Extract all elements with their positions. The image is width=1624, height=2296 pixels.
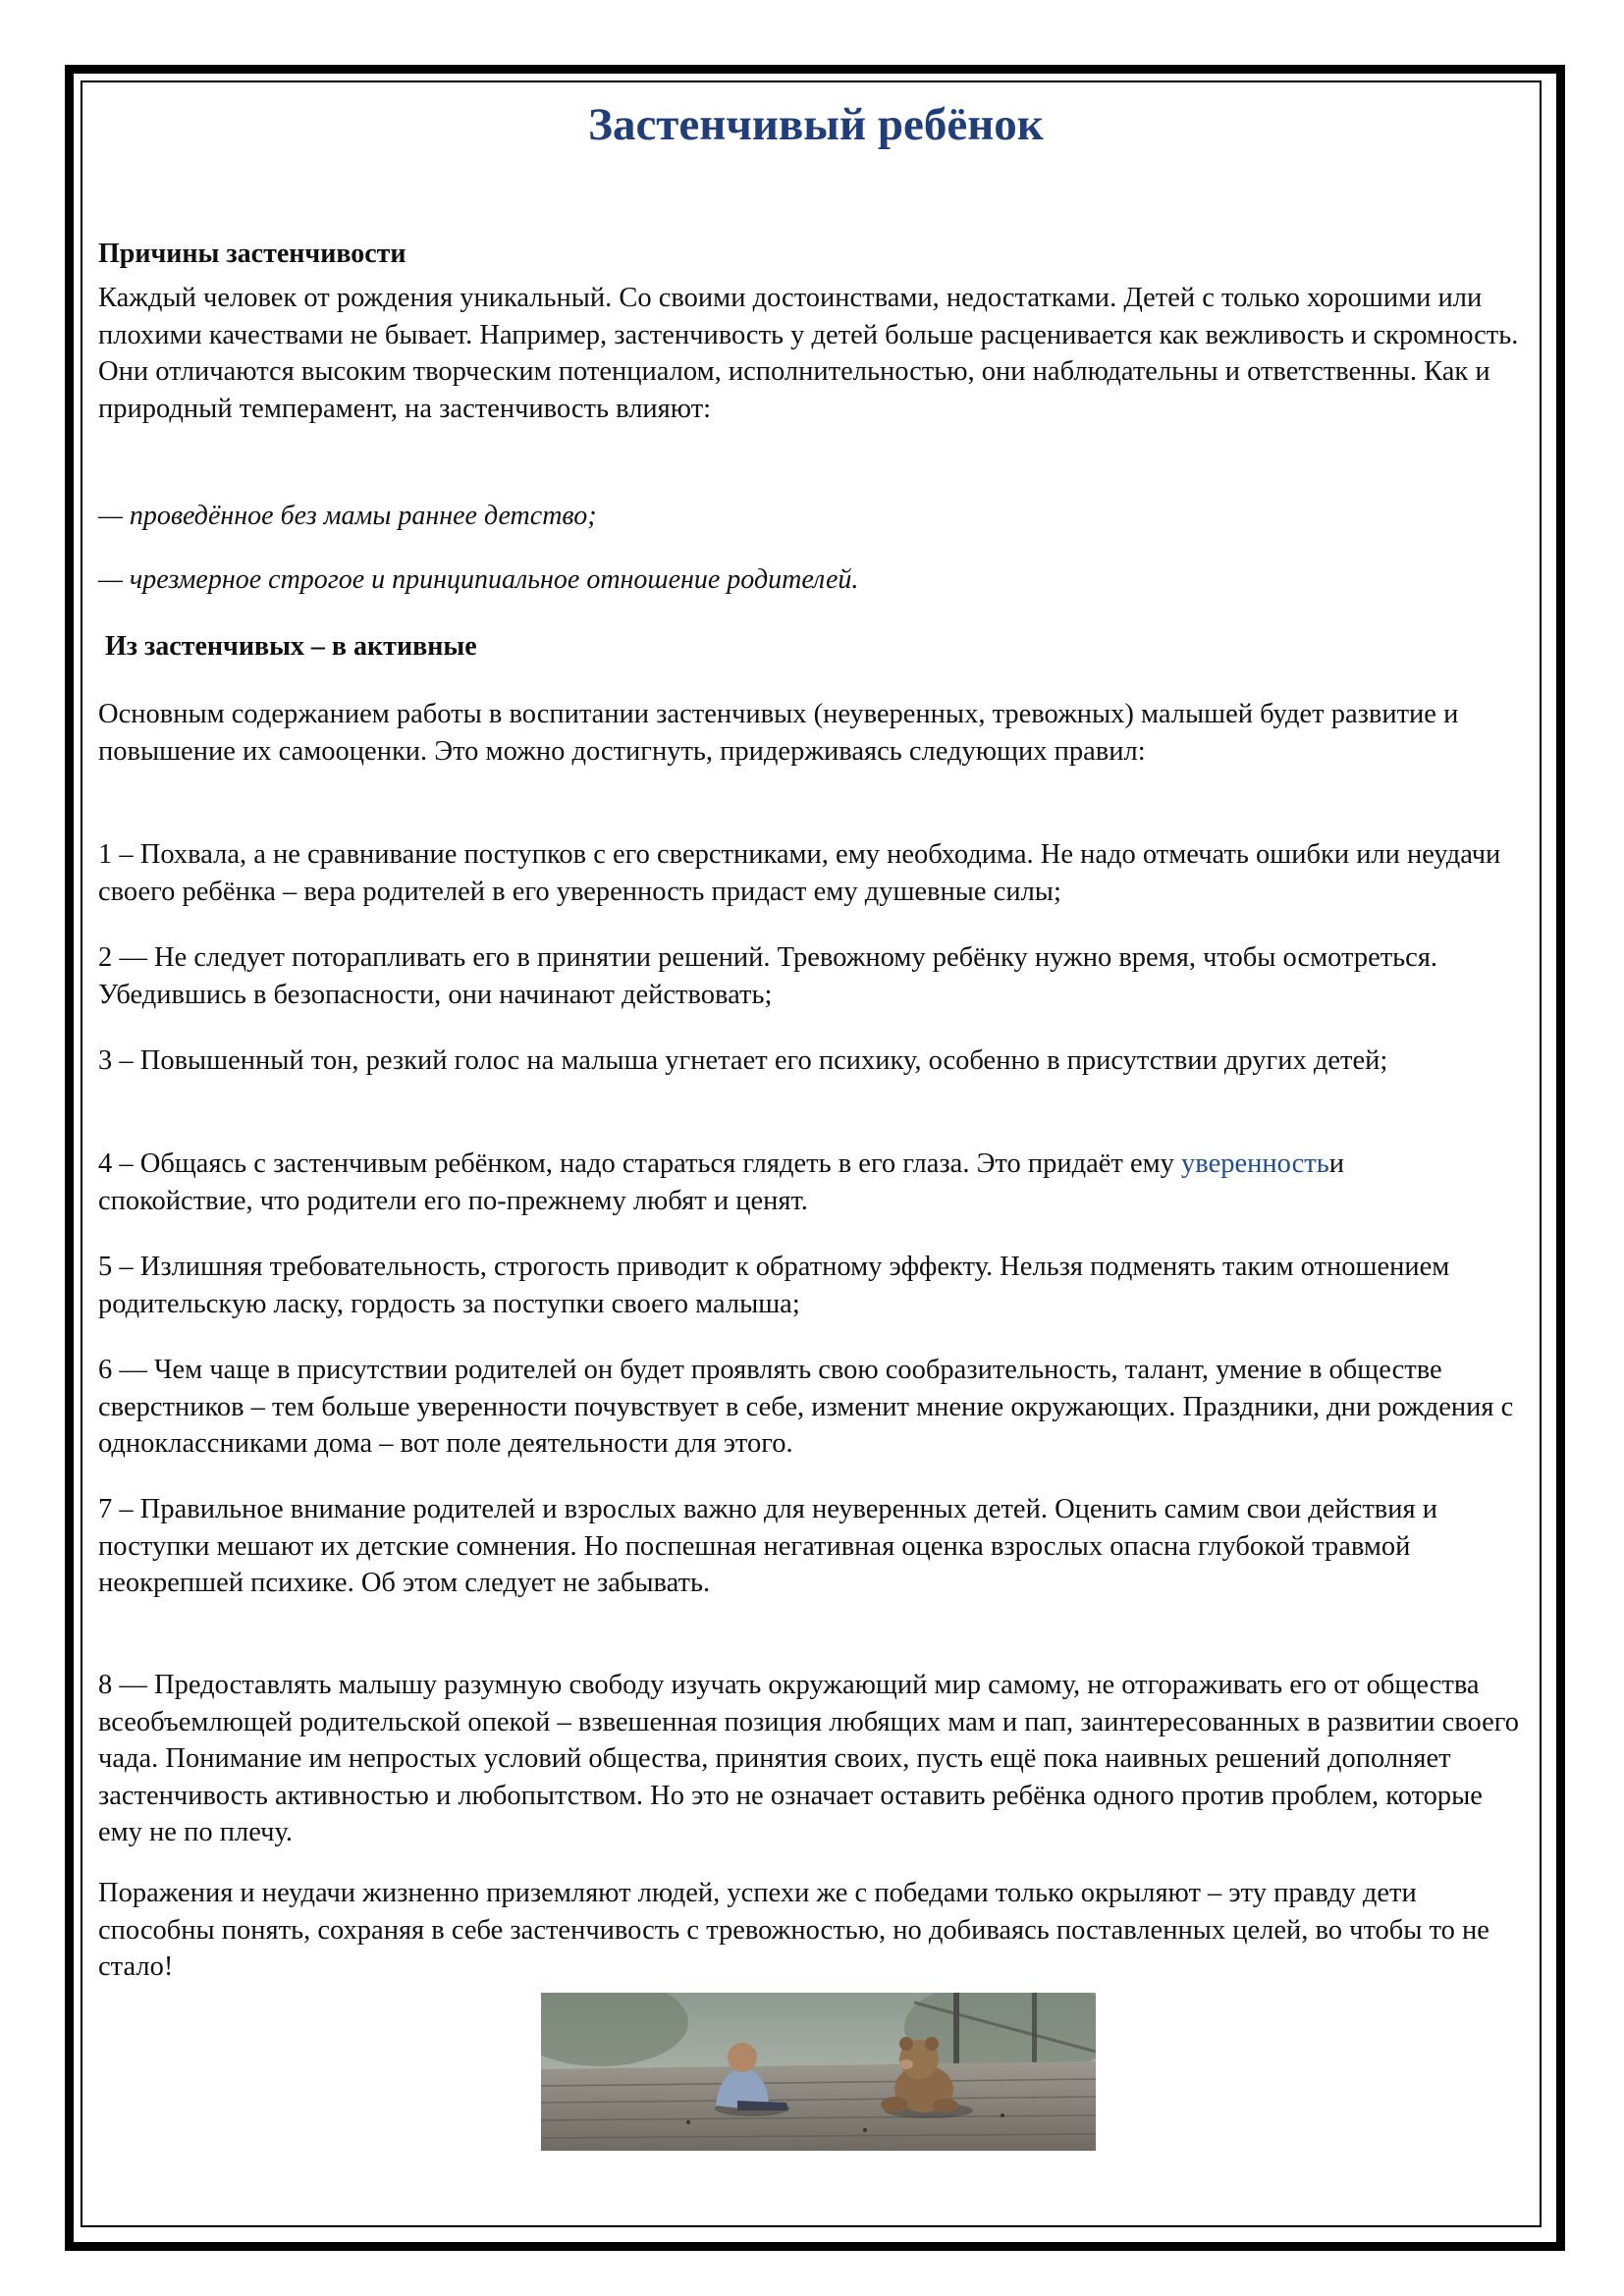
rule-1-paragraph: 1 – Похвала, а не сравнивание поступков с его сверстниками, ему необходима. Не надо отмечать ошибки или неудачи своего ребёнка – вера родителей в его уверенность придаст ему душевные силы;	[98, 839, 1501, 907]
rule-5-paragraph: 5 – Излишняя требовательность, строгость приводит к обратному эффекту. Нельзя подменять таким отношением родительскую ласку, гордость за поступки своего малыша;	[98, 1252, 1450, 1319]
rule-4-paragraph	[98, 1146, 1375, 1219]
child-with-teddy-bear-photo	[541, 1993, 1096, 2151]
rule-8-paragraph: 8 — Предоставлять малышу разумную свободу изучать окружающий мир самому, не отгораживать его от общества всеобъемлющей родительской опекой – взвешенная позиция любящих мам и пап, заинтересованных в развитии своего чада. Понимание им непростых условий общества, принятия своих, пусть ещё пока наивных решений дополняет застенчивость активностью и любопытством. Но это не означает оставить ребёнка одного против проблем, которые ему не по плечу.	[98, 1670, 1520, 1847]
cause-item-strict-parents: — чрезмерное строгое и принципиальное отношение родителей.	[98, 564, 859, 595]
rule-3-paragraph: 3 – Повышенный тон, резкий голос на малыша угнетает его психику, особенно в присутствии других детей;	[98, 1045, 1388, 1076]
document-body	[98, 90, 1534, 1982]
section-heading-causes: Причины застенчивости	[98, 239, 406, 269]
conclusion-paragraph: Поражения и неудачи жизненно приземляют людей, успехи же с победами только окрыляют – эту правду дети способны понять, сохраняя в себе застенчивость с тревожностью, но добиваясь поставленных целей, во чтобы то не стало!	[98, 1878, 1489, 1982]
causes-intro-paragraph: Каждый человек от рождения уникальный. Со своими достоинствами, недостатками. Детей с только хорошими или плохими качествами не бывает. Например, застенчивость у детей больше расценивается как вежливость и скромность. Они отличаются высоким творческим потенциалом, исполнительностью, они наблюдательны и ответственны. Как и природный темперамент, на застенчивость влияют:	[98, 283, 1519, 424]
cause-item-early-childhood: — проведённое без мамы раннее детство;	[98, 501, 597, 531]
section-heading-to-active: Из застенчивых – в активные	[98, 631, 477, 662]
rule-4-text-after: и спокойствие, что родители его по-прежнему любят и ценят.	[98, 1148, 1344, 1216]
confidence-link[interactable]: уверенность	[1181, 1148, 1329, 1179]
rule-4-text-before: 4 – Общаясь с застенчивым ребёнком, надо стараться глядеть в его глаза. Это придаёт ему	[98, 1148, 1182, 1179]
rule-2-paragraph: 2 — Не следует поторапливать его в принятии решений. Тревожному ребёнку нужно время, чтобы осмотреться. Убедившись в безопасности, они начинают действовать;	[98, 942, 1438, 1010]
rule-7-paragraph: 7 – Правильное внимание родителей и взрослых важно для неуверенных детей. Оценить самим свои действия и поступки мешают их детские сомнения. Но поспешная негативная оценка взрослых опасна глубокой травмой неокрепшей психике. Об этом следует не забывать.	[98, 1494, 1437, 1598]
to-active-intro-paragraph: Основным содержанием работы в воспитании застенчивых (неуверенных, тревожных) малышей будет развитие и повышение их самооценки. Это можно достигнуть, придерживаясь следующих правил:	[98, 699, 1459, 767]
rule-6-paragraph: 6 — Чем чаще в присутствии родителей он будет проявлять свою сообразительность, талант, умение в обществе сверстников – тем больше уверенности почувствует в себе, изменит мнение окружающих. Праздники, дни рождения с одноклассниками дома – вот поле деятельности для этого.	[98, 1355, 1514, 1459]
page-title: Застенчивый ребёнок	[588, 99, 1044, 150]
